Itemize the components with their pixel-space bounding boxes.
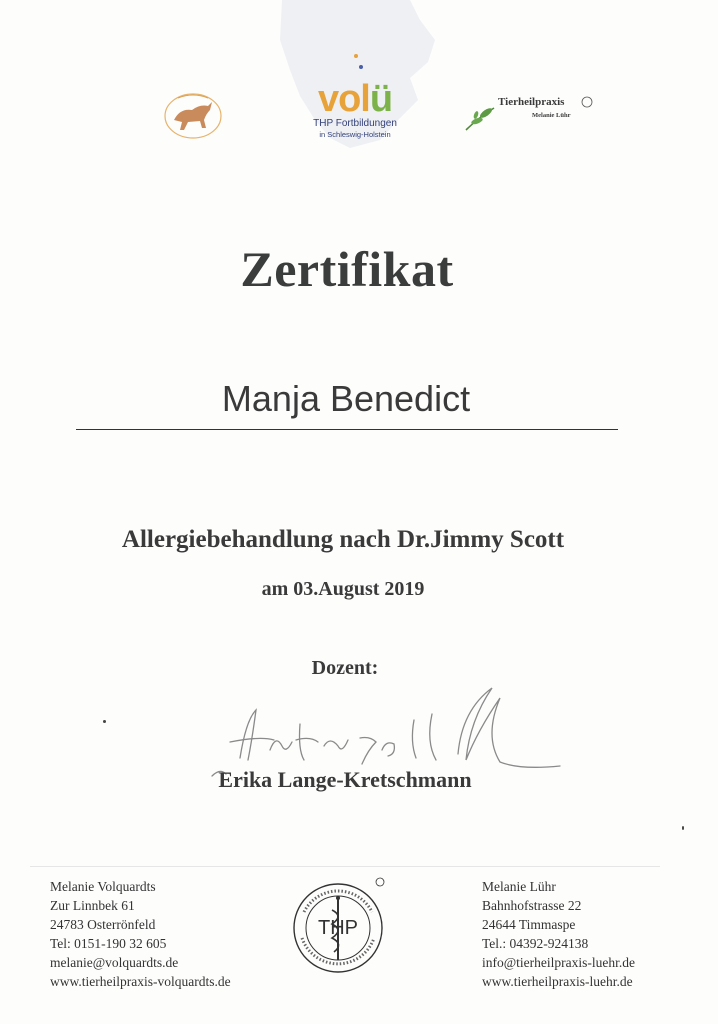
contact-phone: Tel: 0151-190 32 605 — [50, 936, 167, 951]
contact-email: melanie@volquardts.de — [50, 955, 179, 970]
lecturer-label: Dozent: — [311, 657, 379, 679]
footer-divider — [30, 866, 660, 867]
contact-city: 24783 Osterrönfeld — [50, 917, 156, 932]
course-title: Allergiebehandlung nach Dr.Jimmy Scott — [121, 526, 565, 553]
contact-web: www.tierheilpraxis-luehr.de — [482, 974, 633, 989]
horse-logo — [160, 90, 226, 142]
volu-dots-icon — [350, 52, 370, 72]
horse-logo-icon — [160, 90, 226, 142]
contact-name: Melanie Volquardts — [50, 879, 156, 894]
contact-name: Melanie Lühr — [482, 879, 556, 894]
name-underline — [76, 429, 618, 430]
contact-email: info@tierheilpraxis-luehr.de — [482, 955, 636, 970]
contact-left — [50, 877, 231, 991]
leaf-branch-icon — [462, 94, 502, 134]
stray-mark — [682, 826, 684, 830]
volu-tagline-2: in Schleswig-Holstein — [319, 130, 391, 139]
contact-right — [482, 877, 635, 991]
recipient-name: Manja Benedict — [221, 378, 471, 419]
volu-logo — [290, 52, 420, 144]
contact-phone: Tel.: 04392-924138 — [482, 936, 589, 951]
stray-mark — [103, 720, 106, 723]
contact-web: www.tierheilpraxis-volquardts.de — [50, 974, 231, 989]
contact-street: Bahnhofstrasse 22 — [482, 898, 582, 913]
lecturer-name: Erika Lange-Kretschmann — [218, 767, 472, 792]
tierheilpraxis-name: Tierheilpraxis — [498, 96, 565, 108]
seal-text: THP — [318, 917, 358, 939]
volu-wordmark: volü — [317, 78, 393, 120]
contact-city: 24644 Timmaspe — [482, 917, 576, 932]
volu-tagline-1: THP Fortbildungen — [313, 118, 397, 129]
badge-icon — [581, 96, 593, 108]
thp-seal-icon — [288, 872, 388, 980]
contact-street: Zur Linnbek 61 — [50, 898, 135, 913]
tierheilpraxis-owner: Melanie Lühr — [532, 112, 571, 119]
tierheilpraxis-logo — [462, 92, 592, 138]
certificate-title: Zertifikat — [240, 241, 454, 297]
course-date: am 03.August 2019 — [261, 578, 425, 600]
